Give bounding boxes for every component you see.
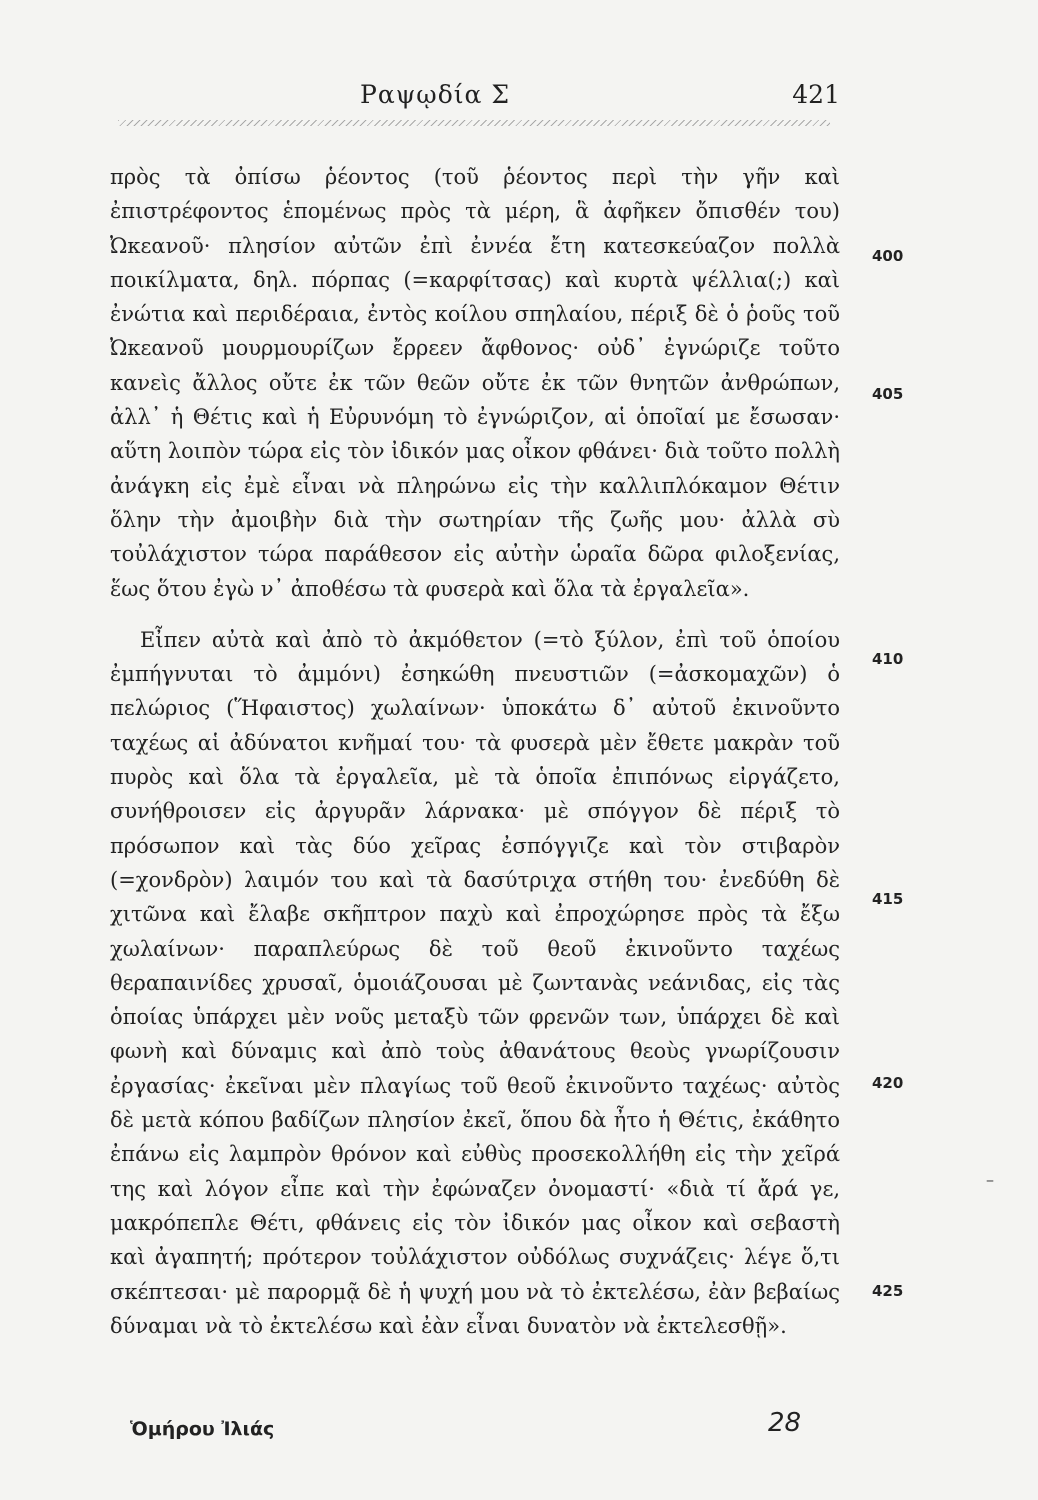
body-text — [110, 160, 840, 1343]
running-title: Ραψῳδία Σ — [360, 80, 511, 109]
footer-book-title: Ὁμήρου Ἰλιάς — [130, 1418, 275, 1440]
page-number: 421 — [792, 80, 840, 109]
stray-mark: – — [986, 1170, 994, 1189]
signature-mark: 28 — [768, 1408, 802, 1438]
line-number-marker: 415 — [872, 890, 904, 908]
page-header — [110, 80, 840, 120]
line-number-marker: 405 — [872, 385, 904, 403]
line-number-marker: 410 — [872, 650, 904, 668]
line-number-marker: 420 — [872, 1074, 904, 1092]
line-number-marker: 400 — [872, 247, 904, 265]
paragraph: πρὸς τὰ ὀπίσω ῥέοντος (τοῦ ῥέοντος περὶ τὴν γῆν καὶ ἐπιστρέφοντος ἑπομένως πρὸς τὰ μέρη, ἃ ἀφῆκεν ὄπισθέν του) Ὠκεανοῦ· πλησίον αὐτῶν ἐπὶ ἐννέα ἔτη κατεσκεύαζον πολλὰ ποικίλματα, δηλ. πόρπας (=καρφίτσας) καὶ κυρτὰ ψέλλια(;) καὶ ἐνώτια καὶ περιδέραια, ἐντὸς κοίλου σπηλαίου, πέριξ δὲ ὁ ῥοῦς τοῦ Ὠκεανοῦ μουρμουρίζων ἔρρεεν ἄφθονος· οὐδ᾽ ἐγνώριζε τοῦτο κανεὶς ἄλλος οὔτε ἐκ τῶν θεῶν οὔτε ἐκ τῶν θνητῶν ἀνθρώπων, ἀλλ᾽ ἡ Θέτις καὶ ἡ Εὐρυνόμη τὸ ἐγνώριζον, αἱ ὁποῖαί με ἔσωσαν· αὕτη λοιπὸν τώρα εἰς τὸν ἰδικόν μας οἶκον φθάνει· διὰ τοῦτο πολλὴ ἀνάγκη εἰς ἐμὲ εἶναι νὰ πληρώνω εἰς τὴν καλλιπλόκαμον Θέτιν ὅλην τὴν ἀμοιβὴν διὰ τὴν σωτηρίαν τῆς ζωῆς μου· ἀλλὰ σὺ τοὐλάχιστον τώρα παράθεσον εἰς αὐτὴν ὡραῖα δῶρα φιλοξενίας, ἕως ὅτου ἐγὼ ν᾽ ἀποθέσω τὰ φυσερὰ καὶ ὅλα τὰ ἐργαλεῖα». — [110, 165, 840, 601]
paragraph: Εἶπεν αὐτὰ καὶ ἀπὸ τὸ ἀκμόθετον (=τὸ ξύλον, ἐπὶ τοῦ ὁποίου ἐμπήγνυται τὸ ἀμμόνι) ἐσηκώθη πνευστιῶν (=ἀσκομαχῶν) ὁ πελώριος (Ἥφαιστος) χωλαίνων· ὑποκάτω δ᾽ αὐτοῦ ἐκινοῦντο ταχέως αἱ ἀδύνατοι κνῆμαί του· τὰ φυσερὰ μὲν ἔθετε μακρὰν τοῦ πυρὸς καὶ ὅλα τὰ ἐργαλεῖα, μὲ τὰ ὁποῖα ἐπιπόνως εἰργάζετο, συνήθροισεν εἰς ἀργυρᾶν λάρνακα· μὲ σπόγγον δὲ πέριξ τὸ πρόσωπον καὶ τὰς δύο χεῖρας ἐσπόγγιζε καὶ τὸν στιβαρὸν (=χονδρὸν) λαιμόν του καὶ τὰ δασύτριχα στήθη του· ἐνεδύθη δὲ χιτῶνα καὶ ἔλαβε σκῆπτρον παχὺ καὶ ἐπροχώρησε πρὸς τὰ ἔξω χωλαίνων· παραπλεύρως δὲ τοῦ θεοῦ ἐκινοῦντο ταχέως θεραπαινίδες χρυσαῖ, ὁμοιάζουσαι μὲ ζωντανὰς νεάνιδας, εἰς τὰς ὁποίας ὑπάρχει μὲν νοῦς μεταξὺ τῶν φρενῶν των, ὑπάρχει δὲ καὶ φωνὴ καὶ δύναμις καὶ ἀπὸ τοὺς ἀθανάτους θεοὺς γνωρίζουσιν ἐργασίας· ἐκεῖναι μὲν πλαγίως τοῦ θεοῦ ἐκινοῦντο ταχέως· αὐτὸς δὲ μετὰ κόπου βαδίζων πλησίον ἐκεῖ, ὅπου δὰ ἦτο ἡ Θέτις, ἐκάθητο ἐπάνω εἰς λαμπρὸν θρόνον καὶ εὐθὺς προσεκολλήθη εἰς τὴν χεῖρά της καὶ λόγον εἶπε καὶ τὴν ἐφώναζεν ὀνομαστί· «διὰ τί ἄρά γε, μακρόπεπλε Θέτι, φθάνεις εἰς τὸν ἰδικόν μας οἶκον καὶ σεβαστὴ καὶ ἀγαπητή; πρότερον τοὐλάχιστον οὐδόλως συχνάζεις· λέγε ὅ,τι σκέπτεσαι· μὲ παρορμᾷ δὲ ἡ ψυχή μου νὰ τὸ ἐκτελέσω, ἐὰν βεβαίως δύναμαι νὰ τὸ ἐκτελέσω καὶ ἐὰν εἶναι δυνατὸν νὰ ἐκτελεσθῇ». — [110, 627, 840, 1338]
line-number-marker: 425 — [872, 1282, 904, 1300]
header-rule — [118, 120, 830, 126]
